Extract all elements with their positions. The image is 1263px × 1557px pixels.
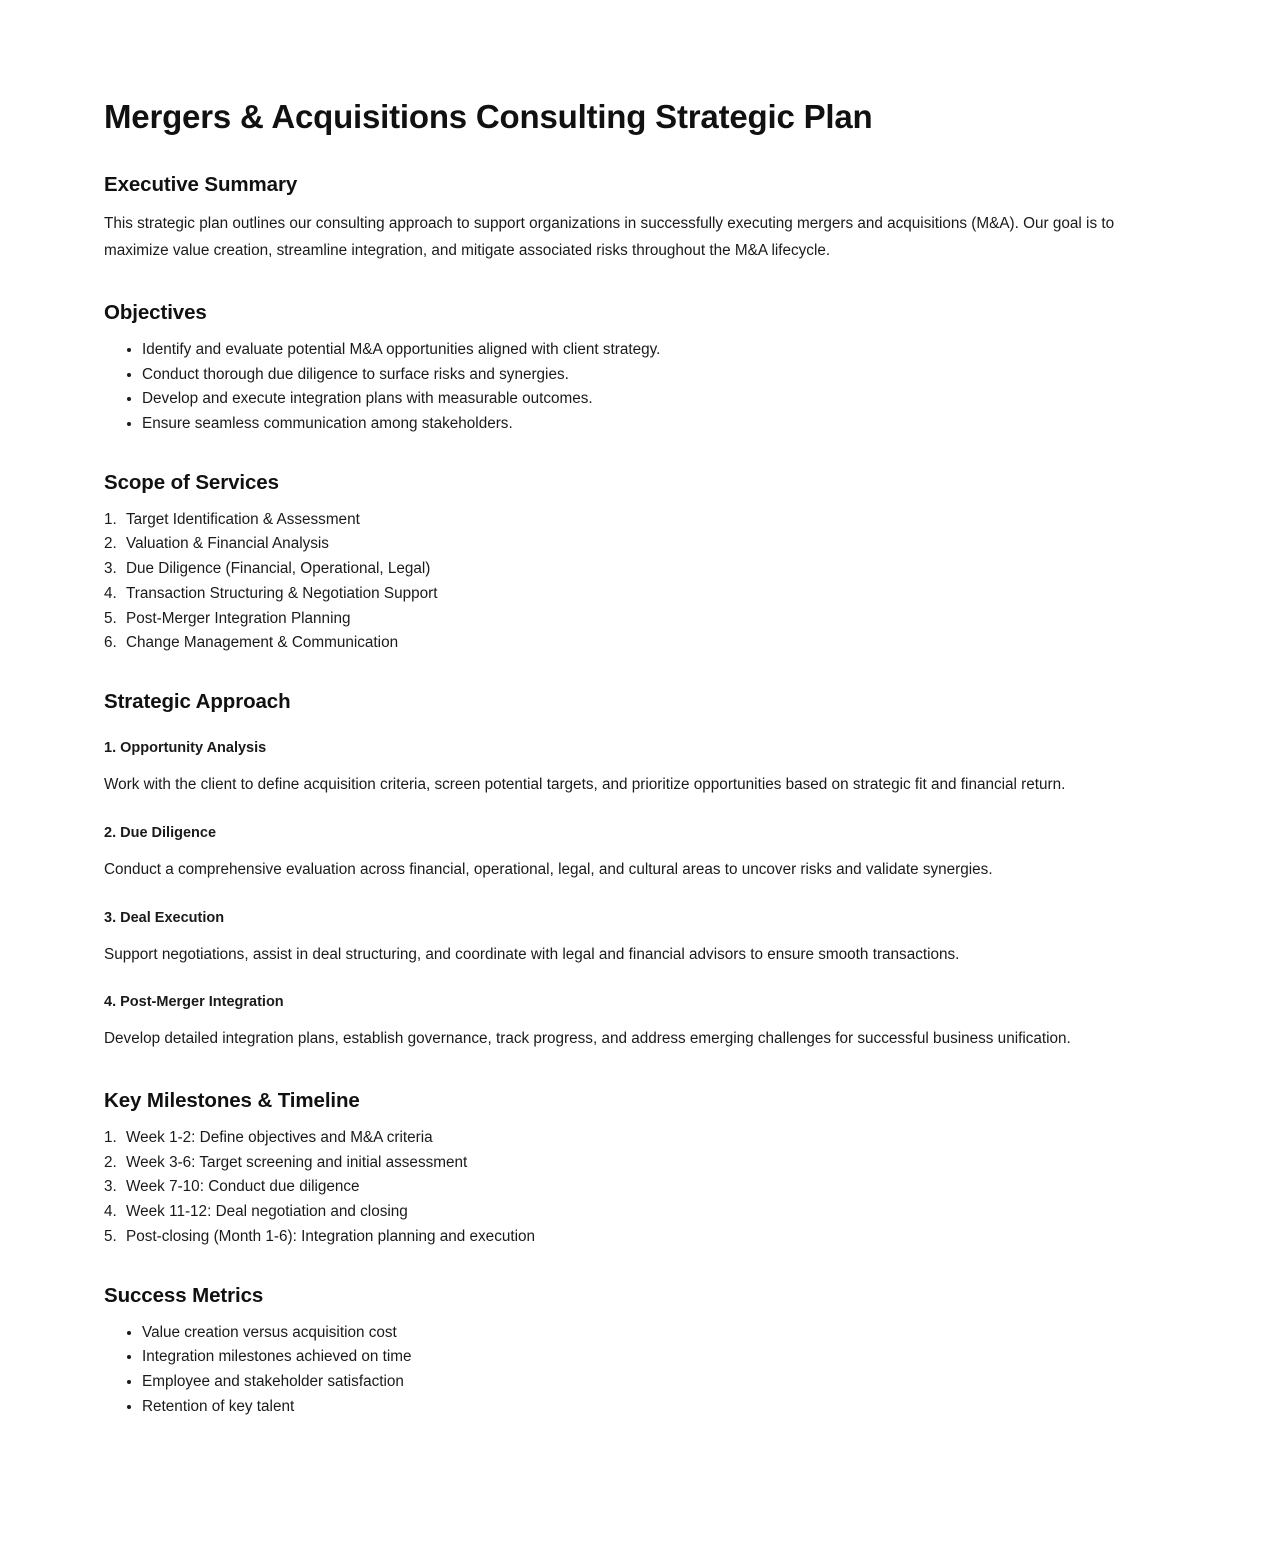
list-item: • Value creation versus acquisition cost [142,1322,1149,1344]
section-heading-strategic-approach: Strategic Approach [104,689,291,713]
list-item: • Develop and execute integration plans with measurable outcomes. [142,388,1149,410]
section-heading-objectives: Objectives [104,300,207,324]
section-heading-scope-of-services: Scope of Services [104,470,279,494]
list-item: Week 1-2: Define objectives and M&A criteria [126,1129,433,1147]
document-body [104,96,1149,1418]
list-item: • Conduct thorough due diligence to surface risks and synergies. [142,364,1149,386]
page-title: Mergers & Acquisitions Consulting Strategic Plan [104,98,873,135]
key-milestones-list [104,1127,1149,1248]
list-item: Week 7-10: Conduct due diligence [126,1178,360,1196]
paragraph-post-merger-integration: Develop detailed integration plans, establish governance, track progress, and address emerging challenges for successful business unification. [104,1030,1071,1048]
list-item: Change Management & Communication [126,634,399,652]
objectives-list [104,339,1149,435]
list-item: Week 3-6: Target screening and initial assessment [126,1153,468,1171]
subheading-post-merger-integration: 4. Post-Merger Integration [104,994,284,1011]
list-item: • Ensure seamless communication among stakeholders. [142,413,1149,435]
paragraph-due-diligence: Conduct a comprehensive evaluation across financial, operational, legal, and cultural areas to uncover risks and validate synergies. [104,860,993,878]
list-item: Week 11-12: Deal negotiation and closing [126,1203,408,1221]
subheading-deal-execution: 3. Deal Execution [104,909,225,926]
list-item: Due Diligence (Financial, Operational, Legal) [126,560,431,578]
list-item: Post-Merger Integration Planning [126,609,351,627]
section-heading-key-milestones: Key Milestones & Timeline [104,1089,360,1113]
section-heading-success-metrics: Success Metrics [104,1283,264,1307]
scope-of-services-list [104,509,1149,654]
list-item: Transaction Structuring & Negotiation Support [126,584,438,602]
subheading-due-diligence: 2. Due Diligence [104,824,217,841]
paragraph-opportunity-analysis: Work with the client to define acquisition criteria, screen potential targets, and prioritize opportunities based on strategic fit and financial return. [104,775,1066,793]
list-item: • Identify and evaluate potential M&A opportunities aligned with client strategy. [142,339,1149,361]
paragraph-deal-execution: Support negotiations, assist in deal structuring, and coordinate with legal and financial advisors to ensure smooth transactions. [104,945,960,963]
list-item: • Retention of key talent [142,1396,1149,1418]
list-item: Target Identification & Assessment [126,510,360,528]
list-item: • Employee and stakeholder satisfaction [142,1371,1149,1393]
list-item: • Integration milestones achieved on time [142,1346,1149,1368]
list-item: Post-closing (Month 1-6): Integration planning and execution [126,1227,536,1245]
success-metrics-list [104,1322,1149,1418]
list-item: Valuation & Financial Analysis [126,535,329,553]
subheading-opportunity-analysis: 1. Opportunity Analysis [104,739,267,756]
executive-summary-paragraph: This strategic plan outlines our consulting approach to support organizations in successfully executing mergers and acquisitions (M&A). Our goal is to maximize value creation, streamline integration, and mitigate associated risks throughout the M&A lifecycle. [104,215,1115,260]
section-heading-executive-summary: Executive Summary [104,173,298,197]
